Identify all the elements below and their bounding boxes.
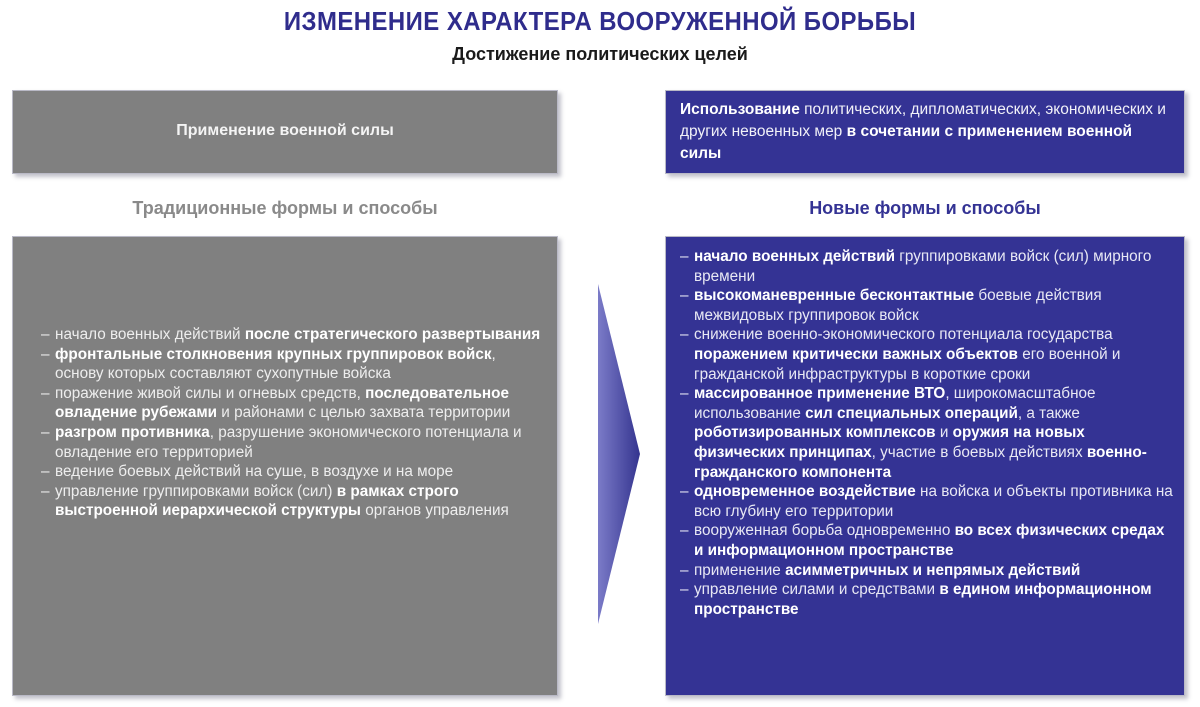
plain-text: поражение живой силы и огневых средств,: [55, 384, 366, 402]
plain-text: вооруженная борьба одновременно: [694, 522, 955, 540]
traditional-forms-box: [12, 236, 558, 696]
plain-text: , а также: [1017, 404, 1080, 422]
plain-text: , участие в боевых действиях: [871, 443, 1087, 461]
emphasis-text: последовательное овладение рубежами: [55, 384, 509, 422]
plain-text: применение: [694, 561, 786, 579]
transition-arrow-icon: [560, 284, 640, 624]
list-item: [680, 286, 1174, 325]
plain-text: его военной и гражданской инфраструктуры в короткие сроки: [694, 345, 1121, 383]
emphasis-text: высокоманевренные бесконтактные: [694, 287, 975, 305]
new-forms-box: [665, 236, 1185, 696]
plain-text: , основу которых составляют сухопутные войска: [55, 345, 496, 383]
emphasis-text: после стратегического развертывания: [244, 326, 541, 343]
emphasis-text: во всех физических средах и информационном пространстве: [694, 522, 1165, 559]
list-item: [41, 482, 541, 521]
plain-text: управление группировками войск (сил): [55, 482, 337, 500]
plain-text: и: [935, 424, 953, 442]
list-item: [41, 384, 541, 423]
emphasis-text: поражением критически важных объектов: [694, 345, 1018, 363]
emphasis-text: начало военных действий: [694, 248, 896, 265]
emphasis-text: в рамках строго выстроенной иерархической структуры: [55, 482, 459, 520]
traditional-forms-list: [41, 325, 541, 521]
plain-text: боевые действия межвидовых группировок войск: [694, 287, 1102, 324]
plain-text: , широкомасштабное использование: [694, 385, 1096, 422]
emphasis-text: Использование: [680, 101, 800, 118]
plain-text: органов управления: [361, 502, 509, 520]
list-item: [680, 325, 1174, 384]
list-item: [680, 580, 1174, 619]
emphasis-text: оружия на новых физических принципах: [694, 424, 1085, 461]
list-item: [680, 384, 1174, 482]
plain-text: политических, дипломатических, экономических и других невоенных мер: [680, 101, 1166, 140]
plain-text: и районами с целью захвата территории: [217, 404, 511, 422]
list-item: [680, 561, 1174, 581]
list-item: [680, 247, 1174, 286]
new-forms-caption: Новые формы и способы: [809, 198, 1041, 218]
emphasis-text: военно-гражданского компонента: [694, 443, 1147, 481]
emphasis-text: роботизированных комплексов: [694, 424, 936, 442]
traditional-forms-caption: Традиционные формы и способы: [132, 198, 438, 218]
plain-text: , разрушение экономического потенциала и овладение его территорией: [55, 423, 522, 461]
plain-text: начало военных действий: [55, 326, 245, 343]
emphasis-text: фронтальные столкновения крупных группировок войск: [55, 345, 492, 363]
emphasis-text: в сочетании с применением военной силы: [680, 123, 1133, 162]
page-subtitle: Достижение политических целей: [452, 44, 748, 64]
emphasis-text: одновременное воздействие: [694, 483, 916, 501]
emphasis-text: массированное применение ВТО: [694, 385, 946, 403]
plain-text: на войска и объекты противника на всю глубину его территории: [694, 483, 1173, 520]
new-forms-list: [680, 247, 1174, 619]
military-force-label: Применение военной силы: [176, 122, 394, 139]
emphasis-text: асимметричных и непрямых действий: [785, 561, 1081, 579]
list-item: [680, 482, 1174, 521]
list-item: [41, 325, 541, 345]
list-item: [41, 423, 541, 462]
emphasis-text: разгром противника: [55, 423, 210, 441]
emphasis-text: в едином информационном пространстве: [694, 581, 1152, 618]
combined-measures-box: [665, 90, 1185, 174]
plain-text: группировками войск (сил) мирного времени: [694, 248, 1152, 285]
combined-measures-text: [680, 99, 1170, 165]
page-title: ИЗМЕНЕНИЕ ХАРАКТЕРА ВООРУЖЕННОЙ БОРЬБЫ: [283, 6, 917, 36]
list-item: [41, 462, 541, 482]
plain-text: управление силами и средствами: [694, 581, 940, 599]
military-force-box: [12, 90, 558, 174]
plain-text: ведение боевых действий на суше, в воздухе и на море: [55, 463, 454, 481]
plain-text: снижение военно-экономического потенциала государства: [694, 326, 1113, 344]
emphasis-text: сил специальных операций: [805, 404, 1018, 422]
list-item: [41, 345, 541, 384]
list-item: [680, 521, 1174, 560]
